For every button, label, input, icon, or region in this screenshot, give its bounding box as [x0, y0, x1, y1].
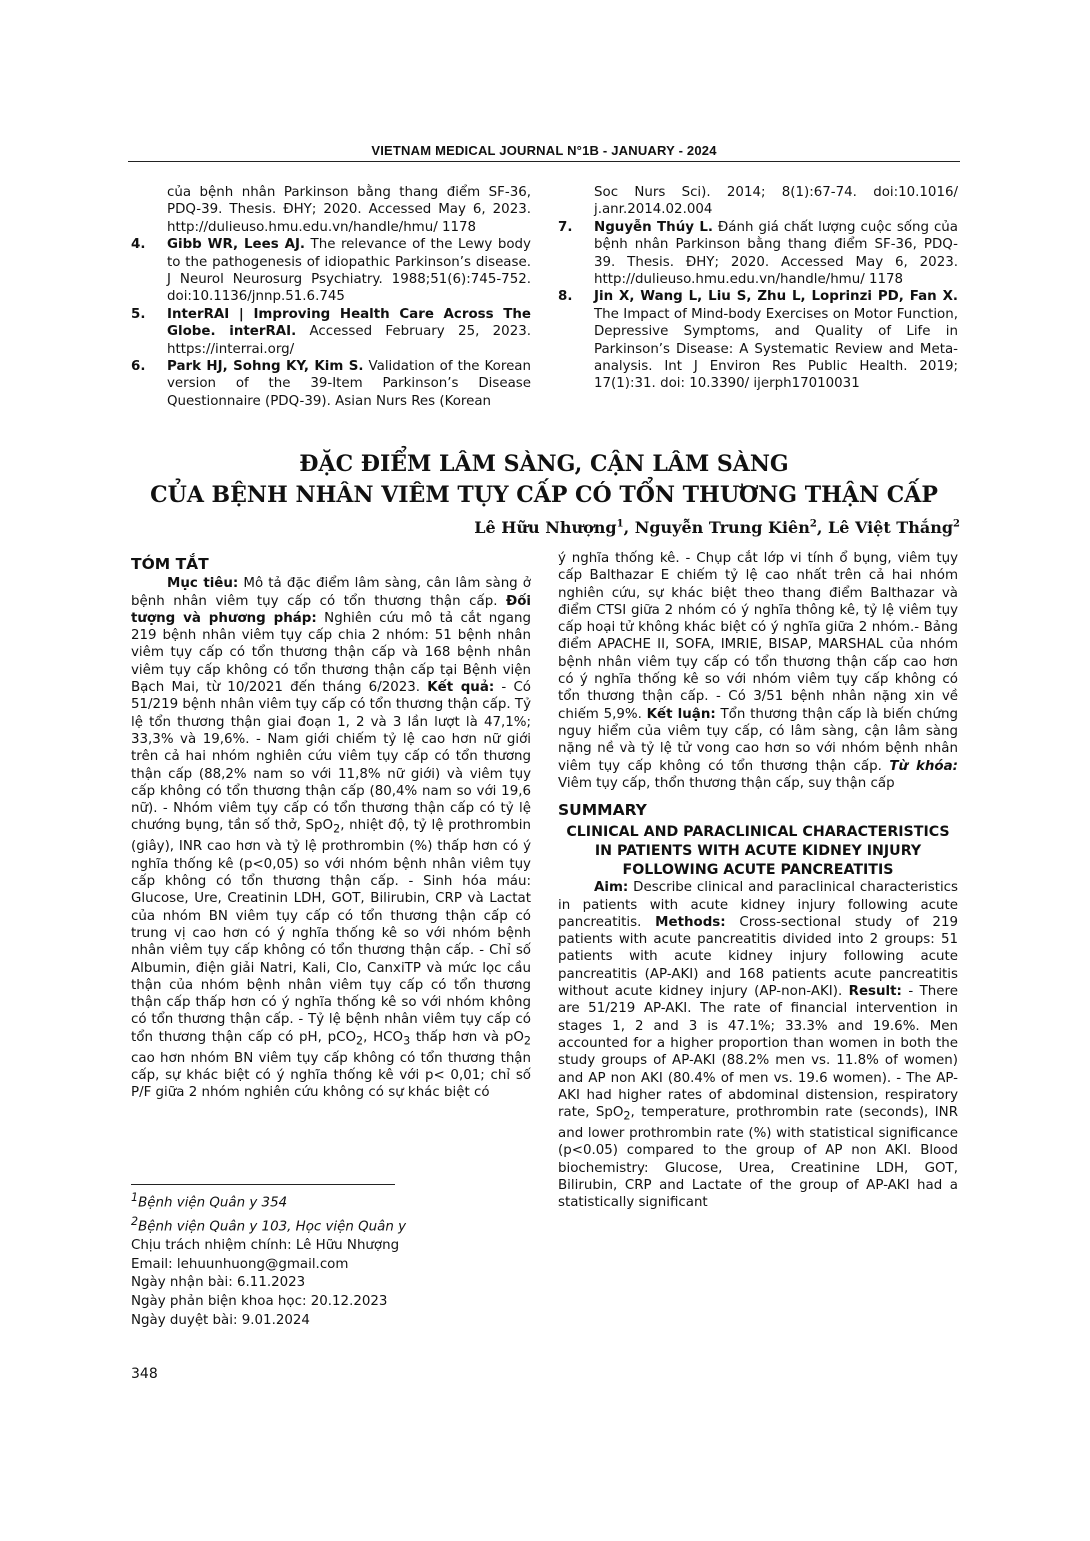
- affiliation-1: [131, 1189, 531, 1213]
- reference-6: [131, 358, 531, 410]
- abstract-body: [131, 575, 531, 1101]
- references-right: [558, 184, 958, 393]
- title-line-1: ĐẶC ĐIỂM LÂM SÀNG, CẬN LÂM SÀNG: [299, 451, 789, 477]
- aim-label: Mục tiêu:: [167, 576, 239, 592]
- summary-body: [558, 879, 958, 1211]
- reference-number: 8.: [558, 289, 573, 305]
- footnote-sup: 1: [131, 1191, 139, 1204]
- results-text: ý nghĩa thống kê. - Chụp cắt lớp vi tính ổ bụng, viêm tụy cấp Balthazar E chiếm tỷ lệ cao nhất trên cả hai nhóm nghiên cứu, sự khác biệt theo thang điểm Balthazar và điểm CTSI giữa 2 nhóm có ý nghĩa thông kê, tỷ lệ viêm tụy cấp hoại tử không khác biệt có ý nghĩa giữa 2 nhóm.- Bảng điểm APACHE II, SOFA, IMRIE, BISAP, MARSHAL của nhóm bệnh nhân viêm tụy cấp có tổn thương thận cấp cao hơn có ý nghĩa thống kê so với nhóm viêm tụy cấp không có tổn thương thận cấp. - Có 3/51 bệnh nhân nặng xin về chiếm 5,9%.: [558, 551, 958, 722]
- reference-continued: [131, 184, 531, 236]
- abstract-right-column: [558, 550, 958, 1212]
- summary-title: CLINICAL AND PARACLINICAL CHARACTERISTICS IN PATIENTS WITH ACUTE KIDNEY INJURY FOLLOWING ACUTE PANCREATITIS: [566, 824, 950, 878]
- aim-label: Aim:: [594, 880, 629, 896]
- reference-authors: InterRAI | Improving Health Care Across The Globe. interRAI.: [167, 306, 531, 340]
- summary-heading: SUMMARY: [558, 801, 647, 820]
- footnotes: [131, 1189, 531, 1330]
- result-text: - There are 51/219 AP-AKI. The rate of financial intervention in stages 1, 2 and 3 is 47.1%; 33.3% and 19.6%. Men accounted for a higher proportion than women in both the study groups of AP-AKI (88.2% men vs. 11.8% of women) and AP non AKI (80.4% of men vs. 19.6 women). - The AP-AKI had higher rates of abdominal distension, respiratory rate, SpO: [558, 984, 958, 1121]
- footnote-rule: [131, 1184, 395, 1185]
- subscript: 2: [623, 1109, 631, 1123]
- reference-text: Đánh giá chất lượng cuộc sống của bệnh nhân Parkinson bằng thang điểm SF-36, PDQ-39. Thesis. ĐHY; 2020. Accessed May 6, 2023. http://dulieuso.hmu.edu.vn/handle/hmu/ 1178: [594, 219, 958, 288]
- abstract-vietnamese-left: [131, 556, 531, 1102]
- corresponding-author: Chịu trách nhiệm chính: Lê Hữu Nhượng: [131, 1238, 400, 1254]
- reviewed-date: Ngày phản biện khoa học: 20.12.2023: [131, 1293, 388, 1309]
- footnote-sup: 2: [131, 1215, 139, 1229]
- header-rule: [128, 161, 960, 162]
- reference-number: 6.: [131, 359, 146, 375]
- reference-5: [131, 306, 531, 358]
- keywords-label: Từ khóa:: [889, 758, 959, 774]
- results-text: , nhiệt độ, tỷ lệ prothrombin (giây), INR cao hơn và tỷ lệ prothrombin (%) thấp hơn có ý nghĩa thống kê (p<0,05) so với nhóm bệnh nhân viêm tụy cấp không có tổn thương thận cấp. - Sinh hóa máu: Glucose, Ure, Creatinin LDH, GOT, Bilirubin, CRP và Lactat của nhóm BN viêm tụy cấp có tổn thương thận cấp có trung vị cao hơn có ý nghĩa thống kê so với nhóm bệnh nhân viêm tụy cấp không có tổn thương thận cấp. - Chỉ số Albumin, điện giải Natri, Kali, Clo, CanxiTP và mức lọc cầu thận của nhóm bệnh nhân viêm tụy cấp có tổn thương thận cấp thấp hơn có ý nghĩa thống kê so với nhóm không có tổn thương thận cấp. - Tỷ lệ bệnh nhân viêm tụy cấp có tổn thương thận cấp có pH, pCO: [131, 818, 531, 1045]
- affiliation-2: [131, 1213, 531, 1237]
- conclusion-text: Tổn thương thận cấp là biến chứng nguy hiểm của viêm tụy cấp, có lâm sàng, cận lâm sàng nặng nề và tỷ lệ tử vong cao hơn so với nhóm bệnh nhân viêm tụy cấp không có tổn thương thận cấp.: [558, 706, 958, 774]
- email: Email: lehuunhuong@gmail.com: [131, 1256, 349, 1272]
- page-number: 348: [131, 1366, 158, 1382]
- reference-authors: Jin X, Wang L, Liu S, Zhu L, Loprinzi PD, Fan X.: [594, 289, 958, 305]
- author-affiliation-sup: 2: [809, 518, 817, 530]
- methods-text: Nghiên cứu mô tả cắt ngang 219 bệnh nhân viêm tụy cấp chia 2 nhóm: 51 bệnh nhân viêm tụy cấp có tổn thương thận cấp và 168 bệnh nhân viêm tụy cấp không có tổn thương thận cấp tại Bệnh viện Bạch Mai, từ 10/2021 đến tháng 6/2023.: [131, 610, 531, 696]
- references-left: [131, 184, 531, 410]
- subscript: 2: [356, 1034, 364, 1048]
- results-text: - Có 51/219 bệnh nhân viêm tụy cấp có tổn thương thận cấp. Tỷ lệ tổn thương thận giai đoạn 1, 2 và 3 lần lượt là 47,1%; 33,3% và 19,6%. - Nam giới chiếm tỷ lệ cao hơn nữ giới trên cả hai nhóm nghiên cứu viêm tụy cấp có tổn thương thận cấp (88,2% nam so với 11,8% nữ giới) và viêm tụy cấp không có tổn thương thận cấp (80,4% nam so với 19,6 nữ). - Nhóm viêm tụy cấp có tổn thương thận cấp có tỷ lệ chướng bụng, tần số thở, SpO: [131, 680, 532, 834]
- reference-number: 5.: [131, 306, 146, 322]
- methods-label: Methods:: [655, 914, 726, 930]
- abstract-heading: TÓM TẮT: [131, 555, 209, 573]
- reference-number: 7.: [558, 219, 573, 235]
- results-text: , HCO: [363, 1029, 404, 1045]
- author-name: Nguyễn Trung Kiên: [634, 518, 810, 537]
- methods-text: Cross-sectional study of 219 patients with acute pancreatitis divided into 2 groups: 51 patients with acute kidney injury following acute pancreatitis (AP-AKI) and 168 patients acute pancreatitis without acute kidney injury (AP-non-AKI).: [558, 914, 958, 1000]
- reference-continued: [558, 184, 958, 219]
- approved-date: Ngày duyệt bài: 9.01.2024: [131, 1312, 310, 1328]
- subscript: 2: [523, 1034, 531, 1048]
- reference-text: của bệnh nhân Parkinson bằng thang điểm SF-36, PDQ-39. Thesis. ĐHY; 2020. Accessed May 6, 2023. http://dulieuso.hmu.edu.vn/handle/hmu/ 1178: [167, 185, 531, 235]
- title-line-2: CỦA BỆNH NHÂN VIÊM TỤY CẤP CÓ TỔN THƯƠNG THẬN CẤP: [150, 482, 938, 508]
- subscript: 2: [333, 823, 341, 837]
- conclusion-label: Kết luận:: [646, 706, 716, 722]
- aim-text: Mô tả đặc điểm lâm sàng, cân lâm sàng ở bệnh nhân viêm tụy cấp có tổn thương thận cấp.: [131, 576, 531, 609]
- received-date: Ngày nhận bài: 6.11.2023: [131, 1275, 306, 1291]
- reference-text: Validation of the Korean version of the 39-Item Parkinson’s Disease Questionnaire (PDQ-39). Asian Nurs Res (Korean: [167, 359, 532, 409]
- reference-text: Accessed February 25, 2023. https://interrai.org/: [167, 324, 531, 357]
- reference-text: Soc Nurs Sci). 2014; 8(1):67-74. doi:10.1016/ j.anr.2014.02.004: [594, 185, 958, 218]
- reference-4: [131, 236, 531, 306]
- affiliation-text: Bệnh viện Quân y 103, Học viện Quân y: [138, 1219, 407, 1235]
- author-name: Lê Hữu Nhượng: [474, 518, 617, 537]
- reference-8: [558, 288, 958, 392]
- author-list: Lê Hữu Nhượng$^1$, Nguyễn Trung Kiên$^2$, Lê Việt Thắng$^2$: [474, 518, 960, 537]
- result-text: , temperature, prothrombin rate (seconds), INR and lower prothrombin rate (%) with statistical significance (p<0.05) compared to the group of AP non AKI. Blood biochemistry: Glucose, Urea, Creatinine LDH, GOT, Bilirubin, CRP and Lactate of the group of AP-AKI had a statistically significant: [558, 1105, 958, 1211]
- affiliation-text: Bệnh viện Quân y 354: [138, 1195, 288, 1211]
- results-label: Kết quả:: [427, 680, 495, 696]
- abstract-body-continued: [558, 550, 958, 792]
- author-name: Lê Việt Thắng: [827, 518, 954, 537]
- reference-number: 4.: [131, 237, 146, 253]
- reference-authors: Park HJ, Sohng KY, Kim S.: [167, 359, 364, 375]
- aim-text: Describe clinical and paraclinical characteristics in patients with acute kidney injury following acute pancreatitis.: [558, 880, 958, 930]
- methods-label: Đối tượng và phương pháp:: [131, 593, 531, 626]
- article-title: [128, 449, 960, 511]
- reference-authors: Nguyễn Thúy L.: [594, 219, 713, 235]
- keywords-text: Viêm tụy cấp, thổn thương thận cấp, suy thận cấp: [558, 775, 895, 791]
- result-label: Result:: [848, 984, 902, 1000]
- subscript: 3: [403, 1034, 411, 1048]
- author-affiliation-sup: 1: [616, 518, 624, 530]
- reference-authors: Gibb WR, Lees AJ.: [167, 237, 306, 253]
- reference-text: The relevance of the Lewy body to the pathogenesis of idiopathic Parkinson’s disease. J Neurol Neurosurg Psychiatry. 1988;51(6):745-752. doi:10.1136/jnnp.51.6.745: [167, 237, 531, 305]
- results-text: thấp hơn và pO: [410, 1029, 524, 1045]
- journal-header: VIETNAM MEDICAL JOURNAL N°1B - JANUARY - 2024: [371, 143, 717, 158]
- results-text: cao hơn nhóm BN viêm tụy cấp không có tổn thương thận cấp, sự khác biệt có ý nghĩa thống kê với p< 0,01; chỉ số P/F giữa 2 nhóm nghiên cứu không có sự khác biệt có: [131, 1050, 531, 1101]
- reference-text: The Impact of Mind-body Exercises on Motor Function, Depressive Symptoms, and Quality of Life in Parkinson’s Disease: A Systematic Review and Meta-analysis. Int J Environ Res Public Health. 2019; 17(1):31. doi: 10.3390/ ijerph17010031: [594, 306, 958, 392]
- reference-7: [558, 219, 958, 289]
- author-affiliation-sup: 2: [953, 518, 960, 530]
